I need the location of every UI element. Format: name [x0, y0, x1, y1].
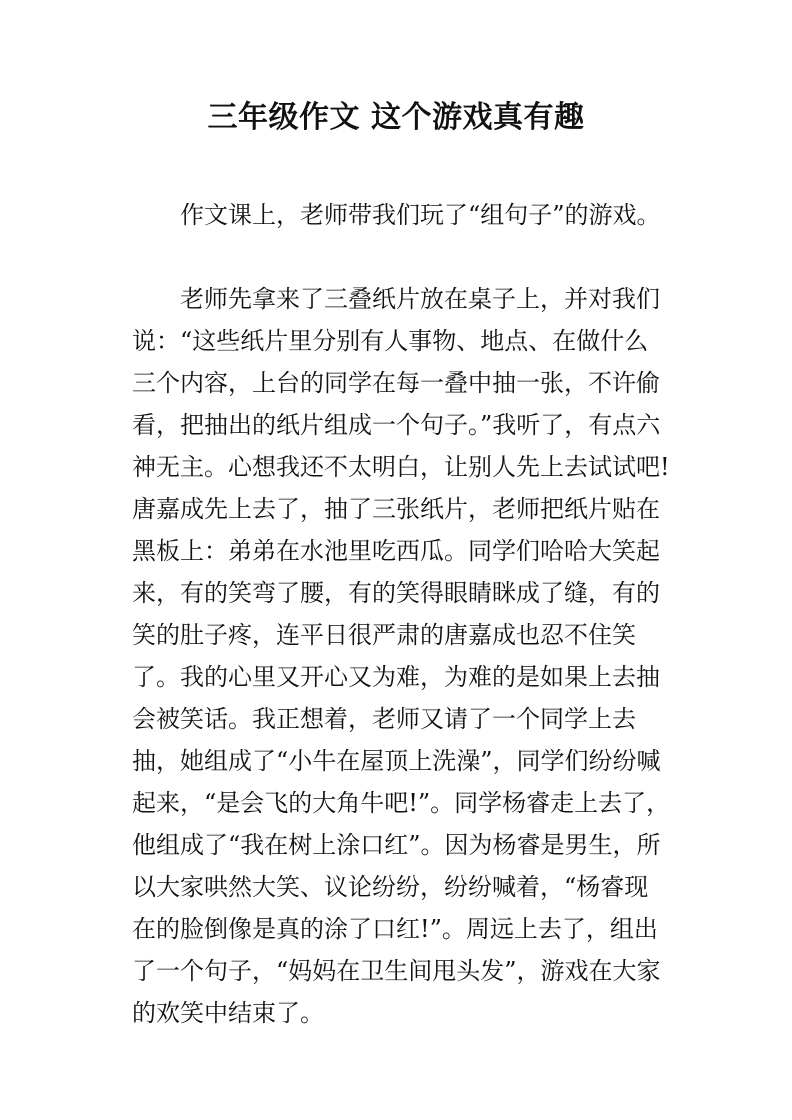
paragraph-body: 老师先拿来了三叠纸片放在桌子上，并对我们说：“这些纸片里分别有人事物、地点、在做什么三个内容，上台的同学在每一叠中抽一张，不许偷看，把抽出的纸片组成一个句子。”我听了，有点六神无主。心想我还不太明白，让别人先上去试试吧!唐嘉成先上去了，抽了三张纸片，老师把纸片贴在黑板上：弟弟在水池里吃西瓜。同学们哈哈大笑起来，有的笑弯了腰，有的笑得眼睛眯成了缝，有的笑的肚子疼，连平日很严肃的唐嘉成也忍不住笑了。我的心里又开心又为难，为难的是如果上去抽会被笑话。我正想着，老师又请了一个同学上去抽，她组成了“小牛在屋顶上洗澡”，同学们纷纷喊起来，“是会飞的大角牛吧!”。同学杨睿走上去了，他组成了“我在树上涂口红”。因为杨睿是男生，所以大家哄然大笑、议论纷纷，纷纷喊着，“杨睿现在的脸倒像是真的涂了口红!”。周远上去了，组出了一个句子，“妈妈在卫生间甩头发”，游戏在大家的欢笑中结束了。	[132, 285, 671, 1027]
document-title: 三年级作文 这个游戏真有趣	[207, 100, 585, 135]
paragraph-intro: 作文课上，老师带我们玩了“组句子”的游戏。	[180, 201, 661, 229]
